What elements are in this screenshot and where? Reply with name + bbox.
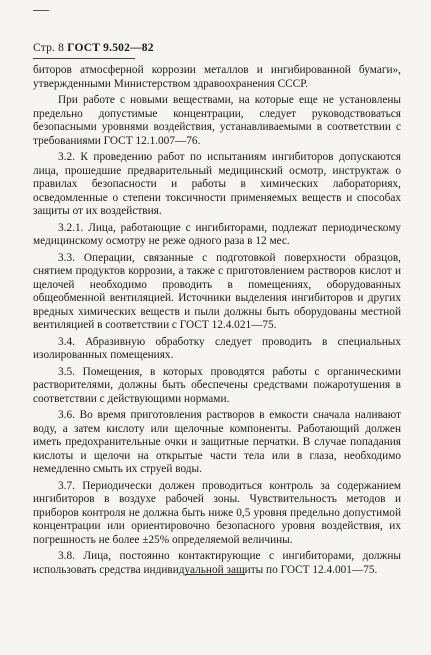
paragraph-3-6: 3.6. Во время приготовления растворов в емкости сначала наливают воду, а затем кислоту или щелочные компоненты. Работающий должен иметь предохранительные очки и защитные перчатки. В случае попадания кислоты и щелочи на открытые части тела или в глаза, необходимо немедленно смыть их струей воды. <box>33 409 401 475</box>
paragraph-3-5: 3.5. Помещения, в которых проводятся работы с органическими растворителями, должны быть обеспечены средствами пожаротушения в соответствии с действующими нормами. <box>33 365 401 405</box>
paragraph-3-3: 3.3. Операции, связанные с подготовкой поверхности образцов, снятием продуктов коррозии, а также с приготовлением растворов кислот и щелочей необходимо проводить в помещениях, оборудованных общеобменной вентиляцией. Источники выделения ингибиторов и других вредных химических веществ и пыли должны быть оборудованы местной вентиляцией в соответствии с ГОСТ 12.4.021—75. <box>33 251 401 331</box>
page-number: Стр. 8 <box>33 42 65 54</box>
paragraph-3-7: 3.7. Периодически должен проводиться контроль за содержанием ингибиторов в воздухе рабочей зоны. Чувствительность методов и приборов контроля не должна быть ниже 0,5 уровня предельно допустимой концентрации или ориентировочно безопасного уровня воздействия, их погрешность не более ±25% определяемой величины. <box>33 479 401 546</box>
header-rule <box>33 58 135 59</box>
corner-mark <box>33 10 49 11</box>
paragraph-3-2-1: 3.2.1. Лица, работающие с ингибиторами, подлежат периодическому медицинскому осмотру не реже одного раза в 12 мес. <box>33 221 401 247</box>
paragraph-continuation: биторов атмосферной коррозии металлов и ингибированной бумаги», утвержденными Министерством здравоохранения СССР. <box>33 64 401 90</box>
end-rule <box>185 574 245 575</box>
document-body <box>33 64 401 580</box>
standard-code: ГОСТ 9.502—82 <box>67 42 154 54</box>
paragraph-3-4: 3.4. Абразивную обработку следует проводить в специальных изолированных помещениях. <box>33 335 401 361</box>
paragraph-3-2: 3.2. К проведению работ по испытаниям ингибиторов допускаются лица, прошедшие предварительный медицинский осмотр, инструктаж о правилах безопасности и работы в химических лабораториях, осведомленные о степени токсичности применяемых веществ и способах защиты от их воздействия. <box>33 151 401 217</box>
page-header <box>33 42 154 54</box>
paragraph-3-8: 3.8. Лица, постоянно контактирующие с ингибиторами, должны использовать средства индивидуальной защиты по ГОСТ 12.4.001—75. <box>33 550 401 576</box>
paragraph-new-substances: При работе с новыми веществами, на которые еще не установлены предельно допустимые концентрации, следует руководствоваться безопасными уровнями воздействия, устанавливаемыми в соответствии с требованиями ГОСТ 12.1.007—76. <box>33 94 401 147</box>
